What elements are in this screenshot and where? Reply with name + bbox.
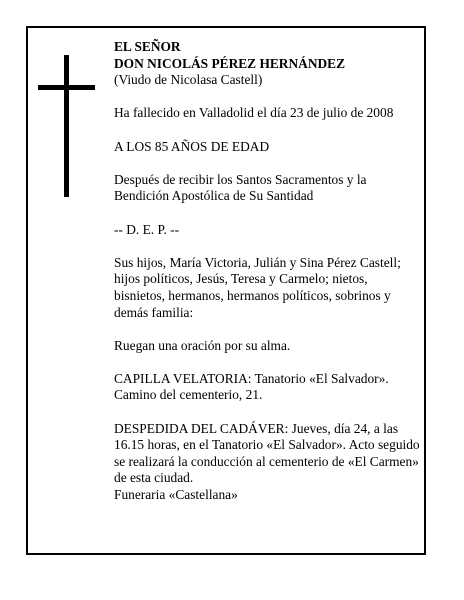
cross-horizontal-bar [38,85,95,90]
sacraments-line-2: Bendición Apostólica de Su Santidad [114,188,314,204]
farewell-line-3: se realizará la conducción al cementerio de «El Carmen» [114,453,419,469]
family-line-1: Sus hijos, María Victoria, Julián y Sina Pérez Castell; [114,254,401,270]
rip-line: -- D. E. P. -- [114,221,180,237]
chapel-line-1: CAPILLA VELATORIA: Tanatorio «El Salvador». [114,370,389,386]
family-line-3: bisnietos, hermanos, hermanos políticos, sobrinos y [114,287,391,303]
death-notice: Ha fallecido en Valladolid el día 23 de julio de 2008 [114,105,394,121]
title-line-1: EL SEÑOR [114,39,181,54]
farewell-line-2: 16.15 horas, en el Tanatorio «El Salvador». Acto seguido [114,437,420,453]
chapel-line-2: Camino del cementerio, 21. [114,387,263,403]
title-line-2: DON NICOLÁS PÉREZ HERNÁNDEZ [114,55,346,71]
funeral-home: Funeraria «Castellana» [114,487,238,503]
widower-note: (Viudo de Nicolasa Castell) [114,72,263,88]
family-line-2: hijos políticos, Jesús, Teresa y Carmelo; nietos, [114,271,368,287]
farewell-line-1: DESPEDIDA DEL CADÁVER: Jueves, día 24, a las [114,420,399,436]
farewell-line-4: de esta ciudad. [114,470,194,486]
obituary-text [114,39,432,504]
sacraments-line-1: Después de recibir los Santos Sacramentos y la [114,171,367,187]
age-line: A LOS 85 AÑOS DE EDAD [114,138,270,154]
prayer-request: Ruegan una oración por su alma. [114,337,291,353]
family-line-4: demás familia: [114,304,194,320]
cross-vertical-bar [64,55,69,197]
